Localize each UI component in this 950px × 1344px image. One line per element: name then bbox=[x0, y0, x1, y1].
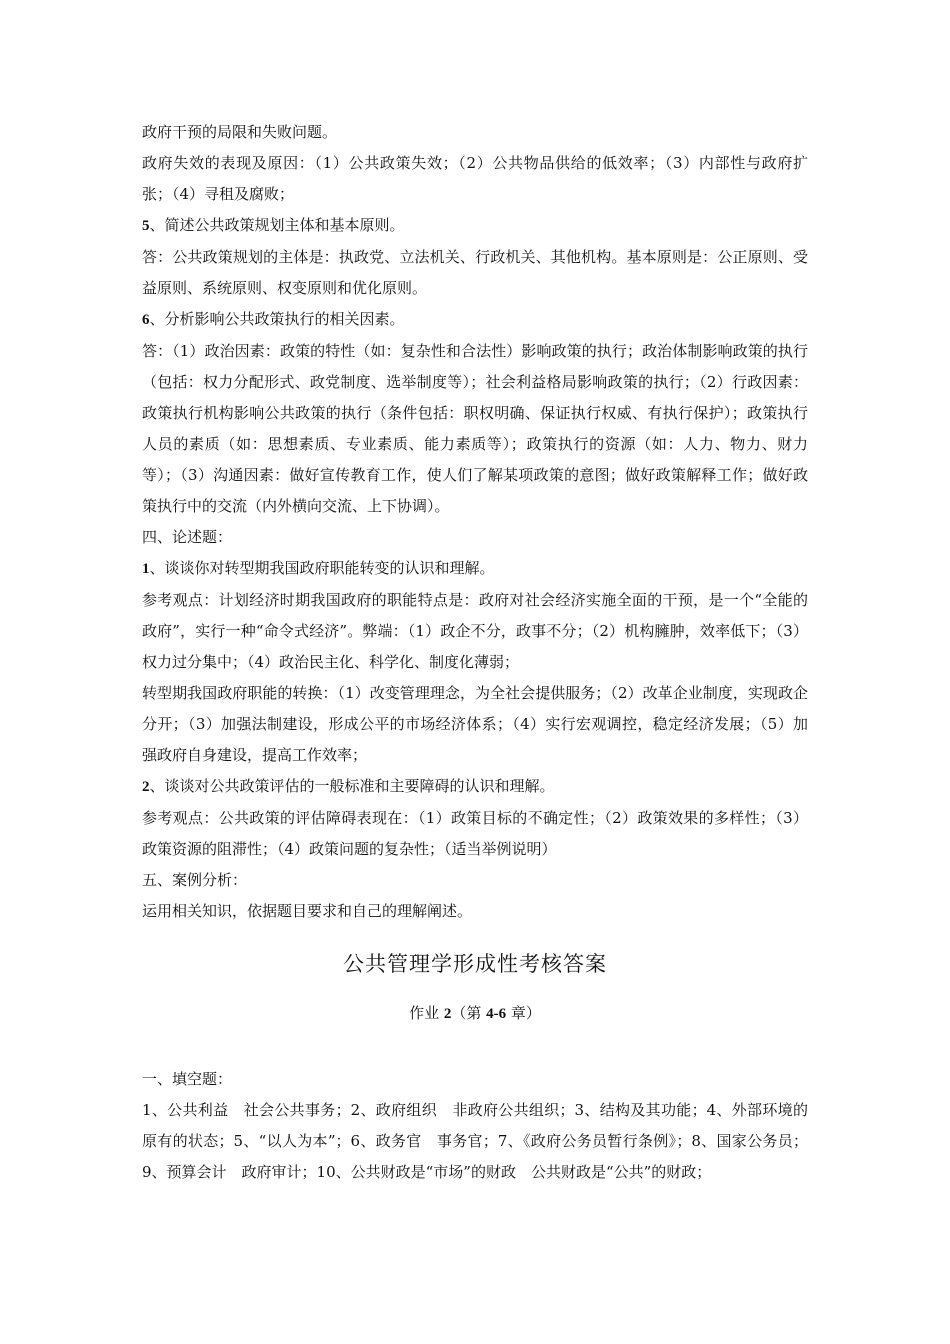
question-number: 1 bbox=[142, 561, 150, 577]
case-analysis-text: 运用相关知识，依据题目要求和自己的理解阐述。 bbox=[142, 902, 473, 920]
question-number: 6 bbox=[142, 312, 150, 328]
question-number: 5 bbox=[142, 218, 150, 234]
section-heading-case: 五、案例分析： bbox=[142, 871, 248, 889]
subtitle-middle: （第 bbox=[451, 1004, 487, 1022]
question-text: 、谈谈对公共政策评估的一般标准和主要障碍的认识和理解。 bbox=[149, 777, 555, 795]
section-heading-fill-in: 一、填空题： bbox=[142, 1070, 233, 1088]
answer-5: 答：公共政策规划的主体是：执政党、立法机关、行政机关、其他机构。基本原则是：公正原则、受益原则、系统原则、权变原则和优化原则。 bbox=[142, 248, 808, 297]
essay-2-reference: 参考观点：公共政策的评估障碍表现在：（1）政策目标的不确定性；（2）政策效果的多样性；（3）政策资源的阻滞性；（4）政策问题的复杂性；（适当举例说明） bbox=[142, 809, 808, 858]
section-heading-essay: 四、论述题： bbox=[142, 528, 233, 546]
document-subtitle bbox=[142, 1001, 808, 1026]
paragraph-government-intervention-limits: 政府干预的局限和失败问题。 bbox=[142, 123, 338, 141]
question-number: 2 bbox=[142, 779, 150, 795]
subtitle-prefix: 作业 bbox=[409, 1004, 444, 1022]
subtitle-range: 4-6 bbox=[486, 1006, 507, 1022]
question-6 bbox=[142, 304, 808, 336]
document-page bbox=[142, 117, 824, 1188]
essay-question-1 bbox=[142, 553, 808, 585]
answer-6: 答：（1）政治因素：政策的特性（如：复杂性和合法性）影响政策的执行；政治体制影响政策的执行（包括：权力分配形式、政党制度、选举制度等）；社会利益格局影响政策的执行；（2）行政因素：政策执行机构影响公共政策的执行（条件包括：职权明确、保证执行权威、有执行保护）；政策执行人员的素质（如：思想素质、专业素质、能力素质等）；政策执行的资源（如：人力、物力、财力等）；（3）沟通因素：做好宣传教育工作，使人们了解某项政策的意图；做好政策解释工作；做好政策执行中的交流（内外横向交流、上下协调）。 bbox=[142, 342, 808, 515]
document-title: 公共管理学形成性考核答案 bbox=[343, 952, 607, 976]
subtitle-suffix: 章） bbox=[506, 1004, 541, 1022]
question-text: 、谈谈你对转型期我国政府职能转变的认识和理解。 bbox=[149, 559, 495, 577]
question-text: 、分析影响公共政策执行的相关因素。 bbox=[149, 310, 405, 328]
essay-1-reference: 参考观点：计划经济时期我国政府的职能特点是：政府对社会经济实施全面的干预，是一个“全能的政府”，实行一种“命令式经济”。弊端：（1）政企不分，政事不分；（2）机构臃肿，效率低下；（3）权力过分集中；（4）政治民主化、科学化、制度化薄弱； bbox=[142, 591, 808, 671]
fill-in-answers: 1、公共利益 社会公共事务；2、政府组织 非政府公共组织；3、结构及其功能；4、外部环境的 原有的状态；5、“以人为本”；6、政务官 事务官；7、《政府公务员暂行条例》；8、国家公务员；9、预算会计 政府审计；10、公共财政是“市场”的财政 公共财政是“公共”的财政； bbox=[142, 1101, 824, 1181]
essay-question-2 bbox=[142, 771, 808, 803]
paragraph-government-failure: 政府失效的表现及原因：（1）公共政策失效；（2）公共物品供给的低效率；（3）内部性与政府扩张；（4）寻租及腐败； bbox=[142, 154, 808, 203]
subtitle-number: 2 bbox=[443, 1006, 452, 1022]
essay-1-transition: 转型期我国政府职能的转换：（1）改变管理理念，为全社会提供服务；（2）改革企业制度，实现政企分开；（3）加强法制建设，形成公平的市场经济体系；（4）实行宏观调控，稳定经济发展；（5）加强政府自身建设，提高工作效率； bbox=[142, 684, 808, 764]
question-text: 、简述公共政策规划主体和基本原则。 bbox=[149, 216, 405, 234]
question-5 bbox=[142, 210, 808, 242]
